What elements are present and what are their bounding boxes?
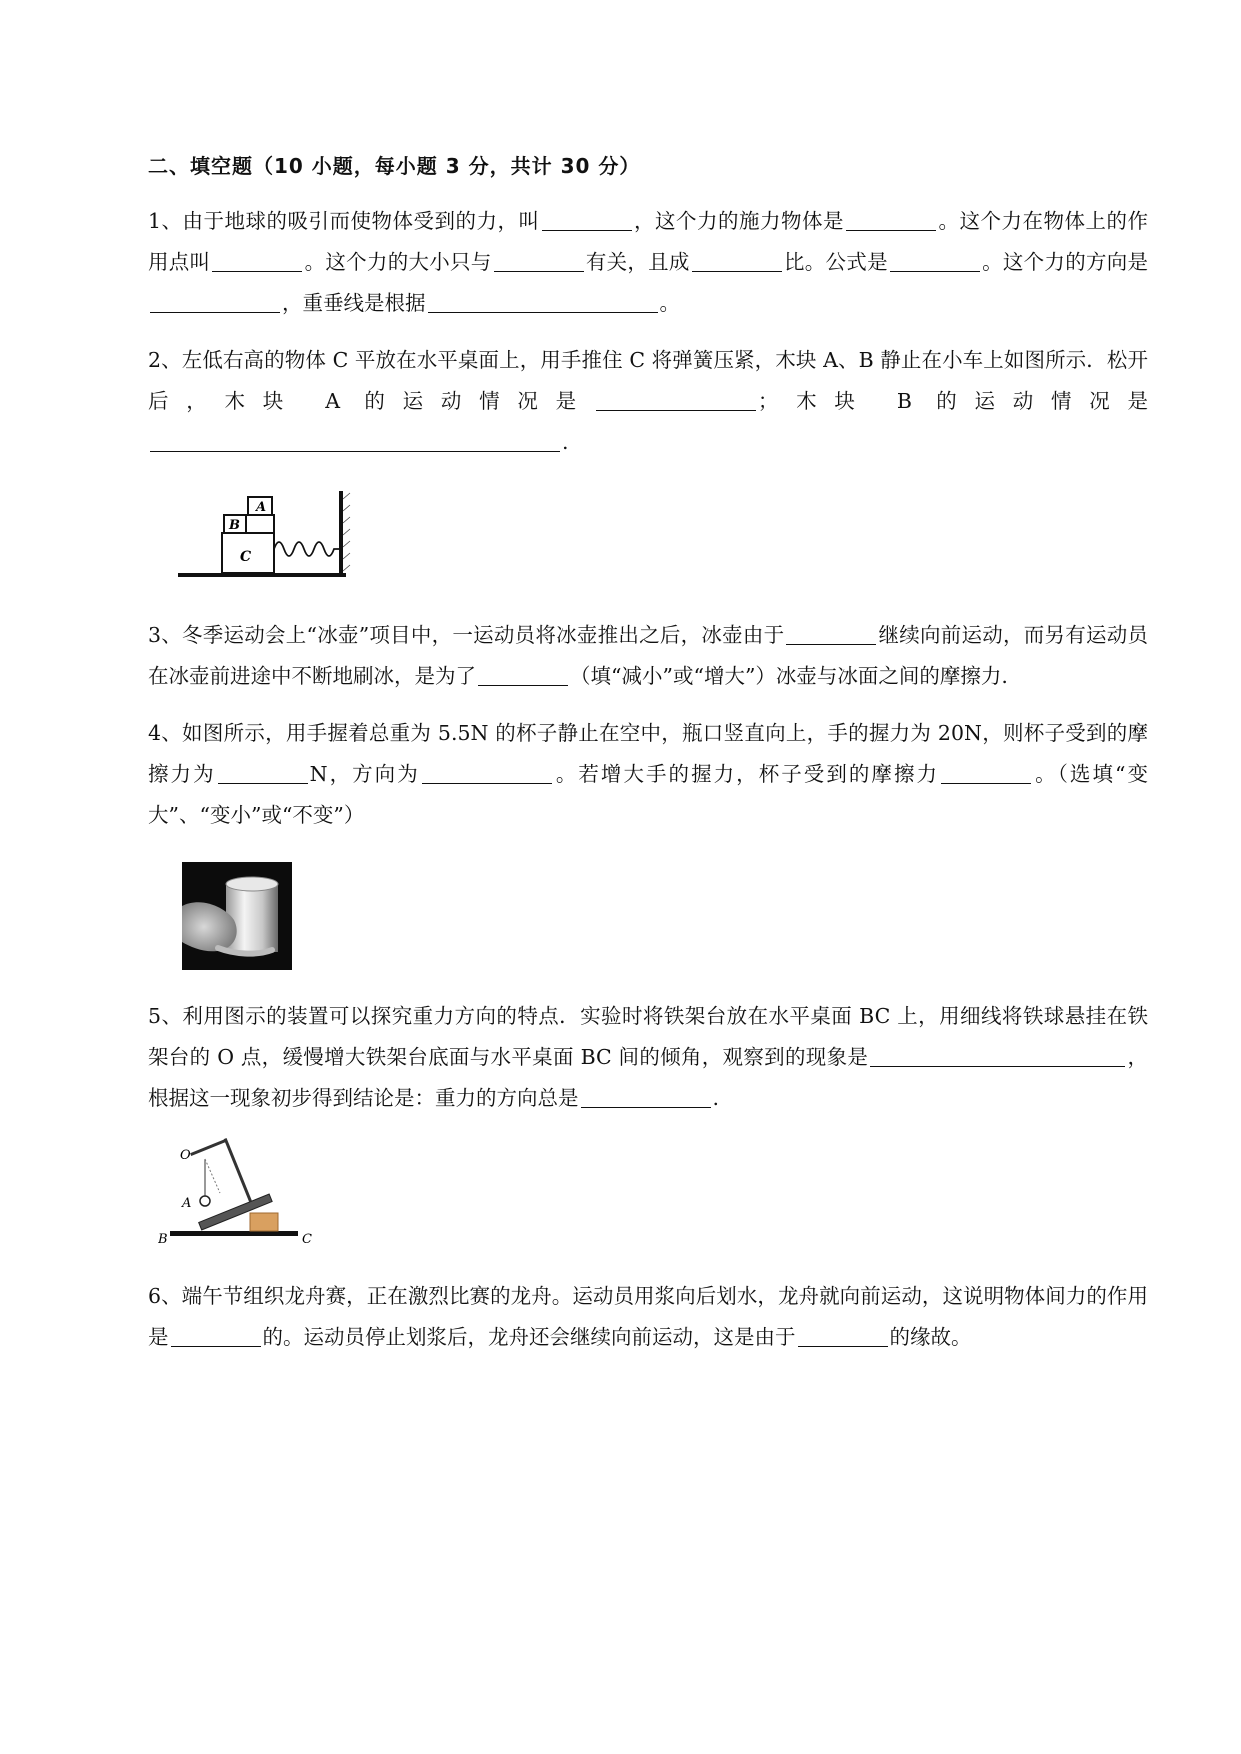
q1-blank-8[interactable] <box>428 290 658 313</box>
q4-blank-2[interactable] <box>422 761 552 784</box>
q6-text-3: 的缘故。 <box>889 1325 972 1349</box>
q1-blank-1[interactable] <box>542 208 632 231</box>
q4-text-4: 。（选填“变大”、“变小”或“不变”） <box>148 762 1149 827</box>
q1-blank-3[interactable] <box>212 249 302 272</box>
question-3 <box>148 615 1148 697</box>
q6-blank-2[interactable] <box>798 1324 888 1347</box>
q2-text-2: ；木块 B 的运动情况是 <box>757 389 1148 413</box>
section-heading: 二、填空题（10 小题，每小题 3 分，共计 30 分） <box>148 154 641 178</box>
q3-text-3: （填“减小”或“增大”）冰壶与冰面之间的摩擦力. <box>570 664 1008 688</box>
q1-text-2: ，这个力的施力物体是 <box>633 209 845 233</box>
label-c: C <box>302 1232 312 1247</box>
question-1 <box>148 201 1148 324</box>
q1-blank-7[interactable] <box>150 290 280 313</box>
q1-text-4: 。这个力的大小只与 <box>304 250 492 274</box>
q1-blank-5[interactable] <box>692 249 782 272</box>
spring <box>274 542 339 556</box>
q5-text-1: 5、利用图示的装置可以探究重力方向的特点．实验时将铁架台放在水平桌面 BC 上，用细线将铁球悬挂在铁架台的 O 点，缓慢增大铁架台底面与水平桌面 BC 间的倾角，观察到的现象是 <box>148 1004 1148 1069</box>
wall-hatching <box>343 493 350 571</box>
question-2 <box>148 340 1148 463</box>
label-o: O <box>180 1148 191 1163</box>
label-b: B <box>229 518 240 533</box>
q5-text-3: . <box>712 1086 720 1110</box>
q4-text-3: 。若增大手的握力，杯子受到的摩擦力 <box>553 762 940 786</box>
table-bc <box>170 1231 298 1236</box>
iron-stand-figure <box>158 1135 318 1250</box>
q3-text-2: 继续向前运动，而另有运动员在冰壶前进途中不断地刷冰，是为了 <box>148 623 1148 688</box>
label-b: B <box>158 1232 168 1247</box>
question-4 <box>148 713 1148 836</box>
iron-ball <box>200 1196 210 1206</box>
q2-text-1: 2、左低右高的物体 C 平放在水平桌面上，用手推住 C 将弹簧压紧，木块 A、B 静止在小车上如图所示．松开后，木块 A 的运动情况是 <box>148 348 1148 413</box>
q1-text-3: 。这个力在物体上的作用点叫 <box>148 209 1149 274</box>
q6-text-1: 6、端午节组织龙舟赛，正在激烈比赛的龙舟。运动员用浆向后划水，龙舟就向前运动，这说明物体间力的作用是 <box>148 1284 1148 1349</box>
q5-blank-1[interactable] <box>870 1044 1125 1067</box>
label-a: A <box>182 1196 192 1211</box>
q3-blank-1[interactable] <box>786 622 876 645</box>
q4-text-2: N，方向为 <box>309 762 420 786</box>
q3-blank-2[interactable] <box>478 663 568 686</box>
spring-blocks-figure <box>178 489 368 589</box>
q4-text-1: 4、如图所示，用手握着总重为 5.5N 的杯子静止在空中，瓶口竖直向上，手的握力为 20N，则杯子受到的摩擦力为 <box>148 721 1148 786</box>
q2-blank-1[interactable] <box>596 388 756 411</box>
q4-blank-1[interactable] <box>218 761 308 784</box>
q6-text-2: 的。运动员停止划浆后，龙舟还会继续向前运动，这是由于 <box>262 1325 796 1349</box>
question-6 <box>148 1276 1148 1358</box>
q5-blank-2[interactable] <box>581 1085 711 1108</box>
q2-blank-2[interactable] <box>150 429 560 452</box>
q4-blank-3[interactable] <box>941 761 1031 784</box>
q1-text-9: 。 <box>659 291 680 315</box>
label-c: C <box>240 549 252 565</box>
q1-blank-2[interactable] <box>846 208 936 231</box>
q1-text-6: 比。公式是 <box>783 250 888 274</box>
q3-text-1: 3、冬季运动会上“冰壶”项目中，一运动员将冰壶推出之后，冰壶由于 <box>148 623 785 647</box>
label-a: A <box>256 500 267 515</box>
q1-text-1: 1、由于地球的吸引而使物体受到的力，叫 <box>148 209 540 233</box>
wedge-block <box>250 1213 278 1231</box>
q6-blank-1[interactable] <box>171 1324 261 1347</box>
q1-text-8: ，重垂线是根据 <box>282 291 426 315</box>
q1-text-5: 有关，且成 <box>585 250 690 274</box>
q5-text-2: ，根据这一现象初步得到结论是：重力的方向总是 <box>148 1045 1148 1110</box>
hand-cup-photo <box>182 862 292 970</box>
q1-blank-4[interactable] <box>494 249 584 272</box>
block-a-step <box>246 515 274 533</box>
q1-text-7: 。这个力的方向是 <box>981 250 1149 274</box>
q1-blank-6[interactable] <box>890 249 980 272</box>
cup <box>226 884 278 952</box>
worksheet-page <box>148 150 1148 1374</box>
question-5 <box>148 996 1148 1119</box>
q2-text-3: . <box>562 430 569 454</box>
